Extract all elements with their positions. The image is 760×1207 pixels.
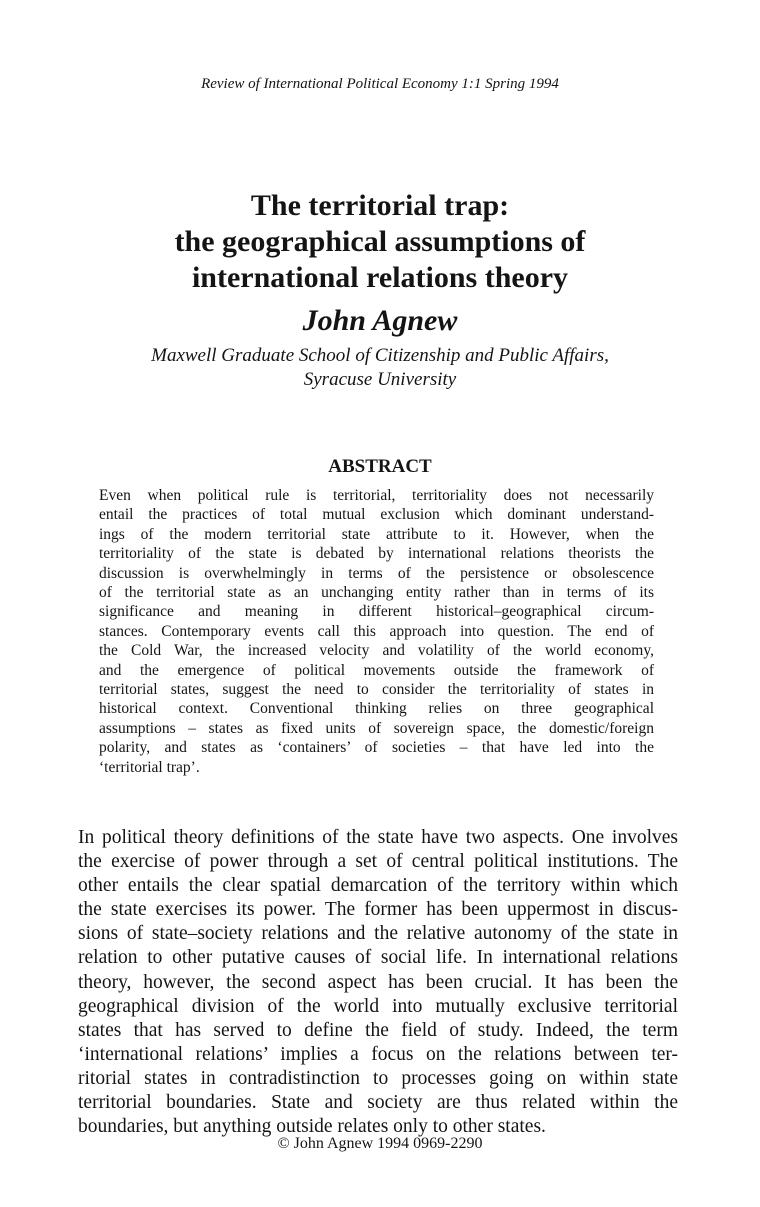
abstract-line: assumptions – states as fixed units of sovereign space, the domestic/foreign [99,719,654,737]
abstract-line: Even when political rule is territorial, territoriality does not necessarily [99,487,654,504]
body-line: relation to other putative causes of social life. In international relations [78,947,678,969]
abstract-line: discussion is overwhelmingly in terms of the persistence or obsolescence [99,564,654,582]
body-paragraph [78,826,678,1139]
body-line: geographical division of the world into mutually exclusive territorial [78,995,678,1017]
affiliation-line: Maxwell Graduate School of Citizenship and Public Affairs, [151,345,609,366]
body-line: boundaries, but anything outside relates only to other states. [78,1116,546,1138]
body-line: the state exercises its power. The former has been uppermost in discus- [78,899,678,921]
copyright-notice: © John Agnew 1994 0969-2290 [277,1135,483,1152]
abstract-line: territoriality of the state is debated by international relations theorists the [99,545,654,563]
abstract-line: entail the practices of total mutual exclusion which dominant understand- [99,506,654,524]
abstract-line: territorial states, suggest the need to consider the territoriality of states in [99,681,654,699]
abstract-heading: ABSTRACT [328,456,432,477]
body-line: sions of state–society relations and the relative autonomy of the state in [78,923,678,945]
body-line: states that has served to define the field of study. Indeed, the term [78,1019,678,1041]
abstract-line: polarity, and states as ‘containers’ of societies – that have led into the [99,739,654,757]
abstract-line: historical context. Conventional thinking relies on three geographical [99,700,654,718]
body-line: ritorial states in contradistinction to processes going on within state [78,1067,678,1089]
body-line: the exercise of power through a set of central political institutions. The [78,851,678,873]
abstract-line: and the emergence of political movements outside the framework of [99,661,654,679]
title-line: The territorial trap: [250,189,510,222]
abstract-text [99,486,654,777]
abstract-line: ‘territorial trap’. [99,758,200,776]
affiliation-line: Syracuse University [303,369,457,390]
body-line: In political theory definitions of the state have two aspects. One involves [78,827,678,848]
abstract-line: stances. Contemporary events call this approach into question. The end of [99,622,654,640]
body-line: theory, however, the second aspect has been crucial. It has been the [78,971,678,993]
author-affiliation [0,344,760,392]
body-line: territorial boundaries. State and society are thus related within the [78,1092,678,1114]
title-line: the geographical assumptions of [174,225,586,258]
article-title [0,188,760,296]
body-line: ‘international relations’ implies a focus on the relations between ter- [78,1043,678,1065]
author-name: John Agnew [302,304,458,337]
abstract-line: significance and meaning in different historical–geographical circum- [99,603,654,621]
abstract-line: of the territorial state as an unchanging entity rather than in terms of its [99,584,654,602]
title-line: international relations theory [191,261,569,294]
abstract-line: ings of the modern territorial state attribute to it. However, when the [99,525,654,543]
running-head: Review of International Political Economy 1:1 Spring 1994 [201,76,559,92]
abstract-line: the Cold War, the increased velocity and volatility of the world economy, [99,642,654,660]
body-line: other entails the clear spatial demarcation of the territory within which [78,875,678,897]
